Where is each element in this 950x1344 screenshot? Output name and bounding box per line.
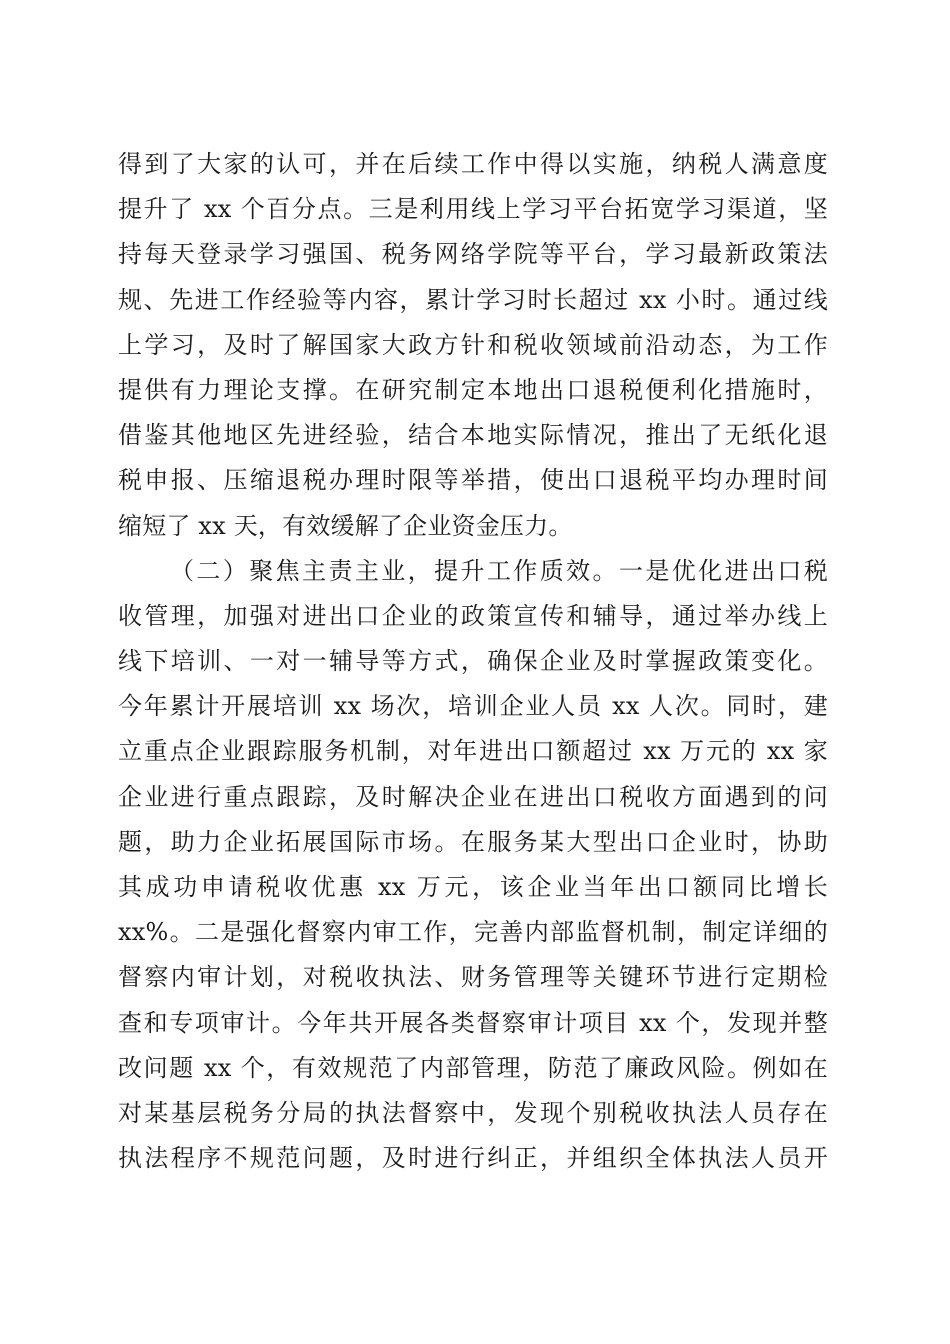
text-line-9: 缩短了 xx 天，有效缓解了企业资金压力。 xyxy=(118,511,573,540)
text-line-20: 查和专项审计。今年共开展各类督察审计项目 xx 个，发现并整 xyxy=(118,1008,828,1037)
text-line-15: 企业进行重点跟踪，及时解决企业在进出口税收方面遇到的问 xyxy=(118,782,828,811)
text-line-8: 税申报、压缩退税办理时限等举措，使出口退税平均办理时间 xyxy=(118,466,828,495)
text-line-11: 收管理，加强对进出口企业的政策宣传和辅导，通过举办线上 xyxy=(118,601,828,630)
text-line-13: 今年累计开展培训 xx 场次，培训企业人员 xx 人次。同时，建 xyxy=(118,692,828,721)
text-line-12: 线下培训、一对一辅导等方式，确保企业及时掌握政策变化。 xyxy=(118,647,828,676)
text-line-17: 其成功申请税收优惠 xx 万元，该企业当年出口额同比增长 xyxy=(118,873,828,901)
text-line-23: 执法程序不规范问题，及时进行纠正，并组织全体执法人员开 xyxy=(118,1144,828,1173)
text-line-21: 改问题 xx 个，有效规范了内部管理，防范了廉政风险。例如在 xyxy=(118,1053,828,1082)
text-line-14: 立重点企业跟踪服务机制，对年进出口额超过 xx 万元的 xx 家 xyxy=(118,737,828,766)
text-line-6: 提供有力理论支撑。在研究制定本地出口退税便利化措施时， xyxy=(118,375,828,404)
text-line-7: 借鉴其他地区先进经验，结合本地实际情况，推出了无纸化退 xyxy=(118,421,828,450)
text-line-5: 上学习，及时了解国家大政方针和税收领域前沿动态，为工作 xyxy=(118,330,828,359)
text-line-16: 题，助力企业拓展国际市场。在服务某大型出口企业时，协助 xyxy=(118,827,828,856)
text-line-19: 督察内审计划，对税收执法、财务管理等关键环节进行定期检 xyxy=(118,963,828,992)
text-line-3: 持每天登录学习强国、税务网络学院等平台，学习最新政策法 xyxy=(118,240,828,269)
text-line-1: 得到了大家的认可，并在后续工作中得以实施，纳税人满意度 xyxy=(118,150,828,178)
text-line-2: 提升了 xx 个百分点。三是利用线上学习平台拓宽学习渠道，坚 xyxy=(118,195,828,224)
text-line-18: xx%。二是强化督察内审工作，完善内部监督机制，制定详细的 xyxy=(118,918,828,947)
body-text xyxy=(118,142,828,1181)
text-line-22: 对某基层税务分局的执法督察中，发现个别税收执法人员存在 xyxy=(118,1098,828,1127)
section-heading-line: （二）聚焦主责主业，提升工作质效。一是优化进出口税 xyxy=(170,556,828,585)
text-line-4: 规、先进工作经验等内容，累计学习时长超过 xx 小时。通过线 xyxy=(118,285,828,314)
